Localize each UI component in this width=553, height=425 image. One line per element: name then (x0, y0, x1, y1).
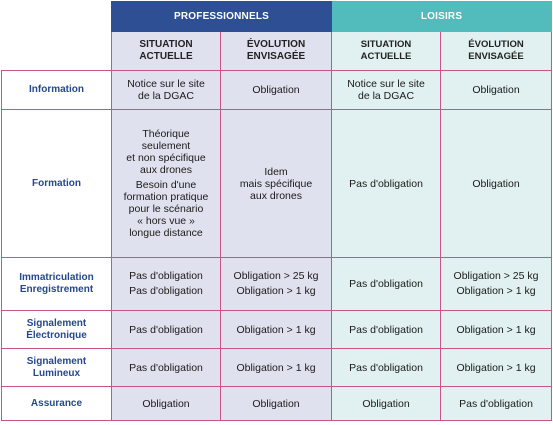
col-header-pro-situation: SITUATION ACTUELLE (112, 32, 221, 71)
cell-pro-evolution: Obligation > 1 kg (221, 349, 332, 387)
cell-pro-evolution: Obligation > 1 kg (221, 311, 332, 349)
cell-pro-evolution: Obligation (221, 71, 332, 110)
cell-loisirs-evolution: Obligation (441, 71, 552, 110)
cell-loisirs-evolution: Obligation (441, 110, 552, 258)
group-header-row (2, 2, 552, 32)
col-header-pro-evolution: ÉVOLUTION ENVISAGÉE (221, 32, 332, 71)
row-label-assurance: Assurance (2, 387, 112, 421)
group-header-professionnels: PROFESSIONNELS (112, 2, 332, 32)
col-header-loisirs-evolution: ÉVOLUTION ENVISAGÉE (441, 32, 552, 71)
cell-loisirs-situation: Notice sur le site de la DGAC (332, 71, 441, 110)
row-label-formation: Formation (2, 110, 112, 258)
row-signalement-electronique (2, 311, 552, 349)
corner-cell-sub (2, 32, 112, 71)
cell-pro-situation: Obligation (112, 387, 221, 421)
group-header-loisirs: LOISIRS (332, 2, 552, 32)
cell-pro-situation: Pas d'obligation (112, 349, 221, 387)
row-signalement-lumineux (2, 349, 552, 387)
cell-loisirs-situation: Pas d'obligation (332, 349, 441, 387)
cell-pro-situation: Pas d'obligation Pas d'obligation (112, 258, 221, 311)
cell-pro-evolution: Idem mais spécifique aux drones (221, 110, 332, 258)
cell-loisirs-evolution: Obligation > 25 kg Obligation > 1 kg (441, 258, 552, 311)
comparison-table (1, 1, 552, 421)
row-assurance (2, 387, 552, 421)
row-label-information: Information (2, 71, 112, 110)
cell-loisirs-situation: Pas d'obligation (332, 110, 441, 258)
row-information (2, 71, 552, 110)
cell-loisirs-situation: Pas d'obligation (332, 258, 441, 311)
column-header-row (2, 32, 552, 71)
cell-loisirs-evolution: Pas d'obligation (441, 387, 552, 421)
row-label-immatriculation: Immatriculation Enregistrement (2, 258, 112, 311)
comparison-table-container (1, 1, 552, 421)
col-header-loisirs-situation: SITUATION ACTUELLE (332, 32, 441, 71)
corner-cell (2, 2, 112, 32)
row-immatriculation (2, 258, 552, 311)
row-label-signalement-lumineux: Signalement Lumineux (2, 349, 112, 387)
cell-loisirs-evolution: Obligation > 1 kg (441, 349, 552, 387)
cell-loisirs-evolution: Obligation > 1 kg (441, 311, 552, 349)
cell-loisirs-situation: Obligation (332, 387, 441, 421)
cell-pro-situation: Pas d'obligation (112, 311, 221, 349)
cell-loisirs-situation: Pas d'obligation (332, 311, 441, 349)
row-label-signalement-electronique: Signalement Électronique (2, 311, 112, 349)
row-formation (2, 110, 552, 258)
cell-pro-situation: Notice sur le site de la DGAC (112, 71, 221, 110)
cell-pro-evolution: Obligation (221, 387, 332, 421)
cell-pro-situation: Théorique seulement et non spécifique aux drones Besoin d'une formation pratique pour le scénario « hors vue » longue distance (112, 110, 221, 258)
cell-pro-evolution: Obligation > 25 kg Obligation > 1 kg (221, 258, 332, 311)
